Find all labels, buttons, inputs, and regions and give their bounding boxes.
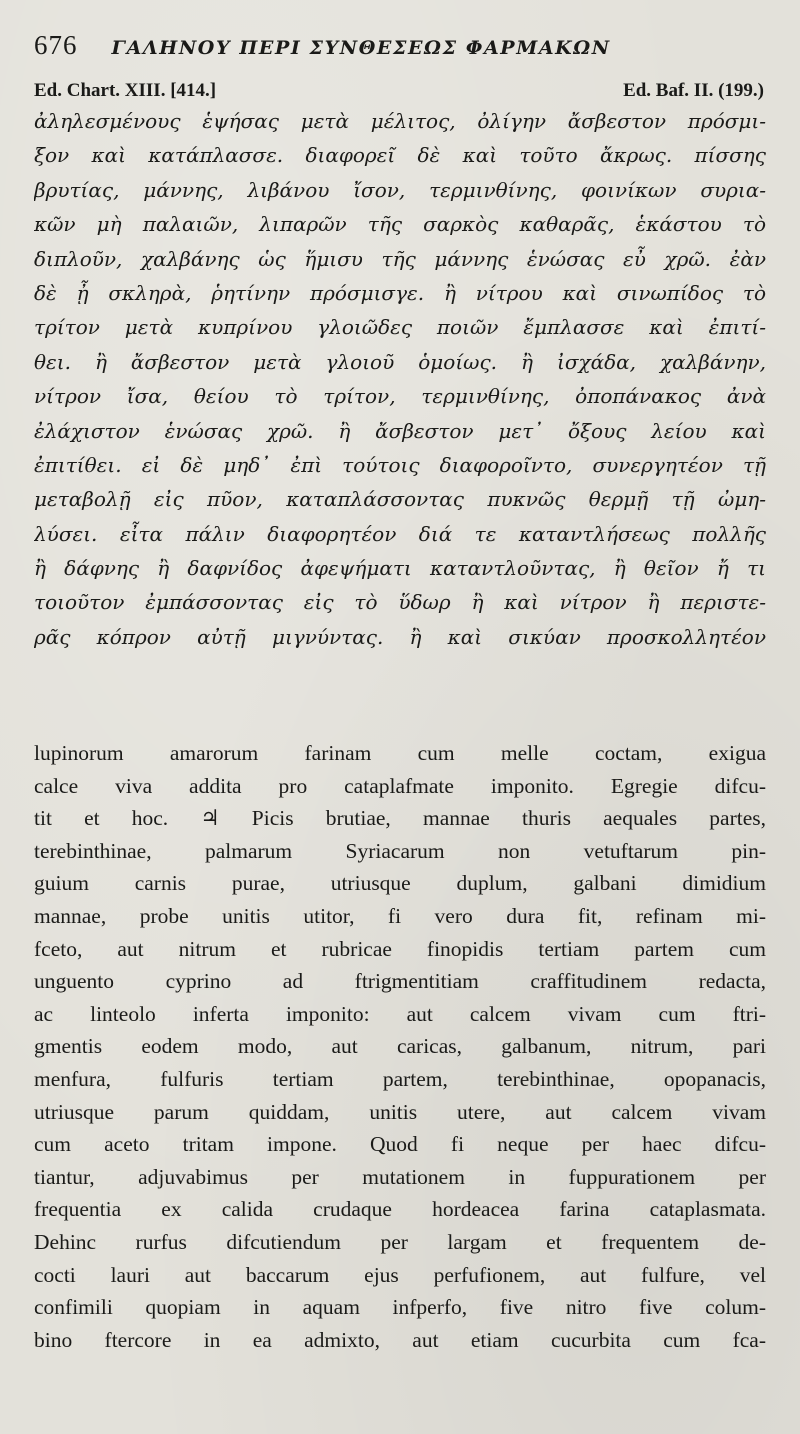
latin-line: menfura, fulfuris tertiam partem, terebinthinae, opopanacis,: [34, 1066, 766, 1091]
greek-line: λύσει. εἶτα πάλιν διαφορητέον διά τε καταντλήσεως πολλῆς: [34, 521, 766, 546]
latin-line: tit et hoc. ♃ Picis brutiae, mannae thuris aequales partes,: [34, 806, 766, 831]
latin-line: tiantur, adjuvabimus per mutationem in fuppurationem per: [34, 1164, 766, 1189]
latin-line: bino ftercore in ea admixto, aut etiam cucurbita cum fca-: [34, 1327, 766, 1352]
latin-line: unguento cyprino ad ftrigmentitiam craffitudinem redacta,: [34, 969, 766, 994]
latin-line: gmentis eodem modo, aut caricas, galbanum, nitrum, pari: [34, 1034, 766, 1059]
greek-line: ἐλάχιστον ἑνώσας χρῶ. ἢ ἄσβεστον μετ᾽ ὄξους λείου καὶ: [34, 418, 766, 443]
latin-line: confimili quopiam in aquam infperfo, five nitro five colum-: [34, 1295, 766, 1320]
latin-line: frequentia ex calida crudaque hordeacea farina cataplasmata.: [34, 1197, 766, 1222]
latin-line: terebinthinae, palmarum Syriacarum non vetuftarum pin-: [34, 838, 766, 863]
greek-text-block: [34, 104, 766, 654]
latin-text-block: [34, 737, 766, 1356]
latin-line: cocti lauri aut baccarum ejus perfufionem, aut fulfure, vel: [34, 1262, 766, 1287]
running-head: [34, 30, 774, 64]
edition-reference-right: Ed. Baf. II. (199.): [623, 80, 764, 101]
greek-line: βρυτίας, μάννης, λιβάνου ἴσον, τερμινθίνης, φοινίκων συρια-: [34, 177, 766, 202]
latin-line: calce viva addita pro cataplafmate imponito. Egregie difcu-: [34, 773, 766, 798]
page-number: 676: [34, 30, 78, 60]
greek-line: ρᾶς κόπρον αὐτῇ μιγνύντας. ἢ καὶ σικύαν προσκολλητέον: [34, 624, 766, 649]
greek-line: τρίτον μετὰ κυπρίνου γλοιῶδες ποιῶν ἔμπλασσε καὶ ἐπιτί-: [34, 315, 766, 340]
latin-line: fceto, aut nitrum et rubricae finopidis tertiam partem cum: [34, 936, 766, 961]
latin-line: Dehinc rurfus difcutiendum per largam et frequentem de-: [34, 1229, 766, 1254]
greek-line: τοιοῦτον ἐμπάσσοντας εἰς τὸ ὕδωρ ἢ καὶ νίτρον ἢ περιστε-: [34, 590, 766, 615]
greek-line: διπλοῦν, χαλβάνης ὡς ἥμισυ τῆς μάννης ἑνώσας εὖ χρῶ. ἐὰν: [34, 246, 766, 271]
greek-line: ἢ δάφνης ἢ δαφνίδος ἀφεψήματι καταντλοῦντας, ἢ θεῖον ἤ τι: [34, 556, 766, 581]
greek-line: κῶν μὴ παλαιῶν, λιπαρῶν τῆς σαρκὸς καθαρᾶς, ἑκάστου τὸ: [34, 212, 766, 237]
greek-line: μεταβολῇ εἰς πῦον, καταπλάσσοντας πυκνῶς θερμῇ τῇ ὠμη-: [34, 487, 766, 512]
latin-line: guium carnis purae, utriusque duplum, galbani dimidium: [34, 871, 766, 896]
edition-reference-left: Ed. Chart. XIII. [414.]: [34, 80, 217, 101]
greek-line: δὲ ᾖ σκληρὰ, ῥητίνην πρόσμισγε. ἢ νίτρου καὶ σινωπίδος τὸ: [34, 280, 766, 305]
greek-line: ξον καὶ κατάπλασσε. διαφορεῖ δὲ καὶ τοῦτο ἄκρως. πίσσης: [34, 143, 766, 168]
latin-line: ac linteolo inferta imponito: aut calcem vivam cum ftri-: [34, 1001, 766, 1026]
greek-line: νίτρον ἴσα, θείου τὸ τρίτον, τερμινθίνης, ὀποπάνακος ἀνὰ: [34, 384, 766, 409]
running-title: ΓΑΛΗΝΟΥ ΠΕΡΙ ΣΥΝΘΕΣΕΩΣ ΦΑΡΜΑΚΩΝ: [111, 37, 611, 59]
latin-line: utriusque parum quiddam, unitis utere, aut calcem vivam: [34, 1099, 766, 1124]
latin-line: mannae, probe unitis utitor, fi vero dura fit, refinam mi-: [34, 903, 766, 928]
greek-line: ἐπιτίθει. εἰ δὲ μηδ᾽ ἐπὶ τούτοις διαφοροῖντο, συνεργητέον τῇ: [34, 452, 766, 477]
edition-references: [34, 80, 764, 104]
greek-line: θει. ἢ ἄσβεστον μετὰ γλοιοῦ ὁμοίως. ἢ ἰσχάδα, χαλβάνην,: [34, 349, 766, 374]
latin-line: cum aceto tritam impone. Quod fi neque per haec difcu-: [34, 1132, 766, 1157]
greek-line: ἀληλεσμένους ἑψήσας μετὰ μέλιτος, ὀλίγην ἄσβεστον πρόσμι-: [34, 109, 766, 133]
latin-line: lupinorum amarorum farinam cum melle coctam, exigua: [34, 741, 766, 765]
